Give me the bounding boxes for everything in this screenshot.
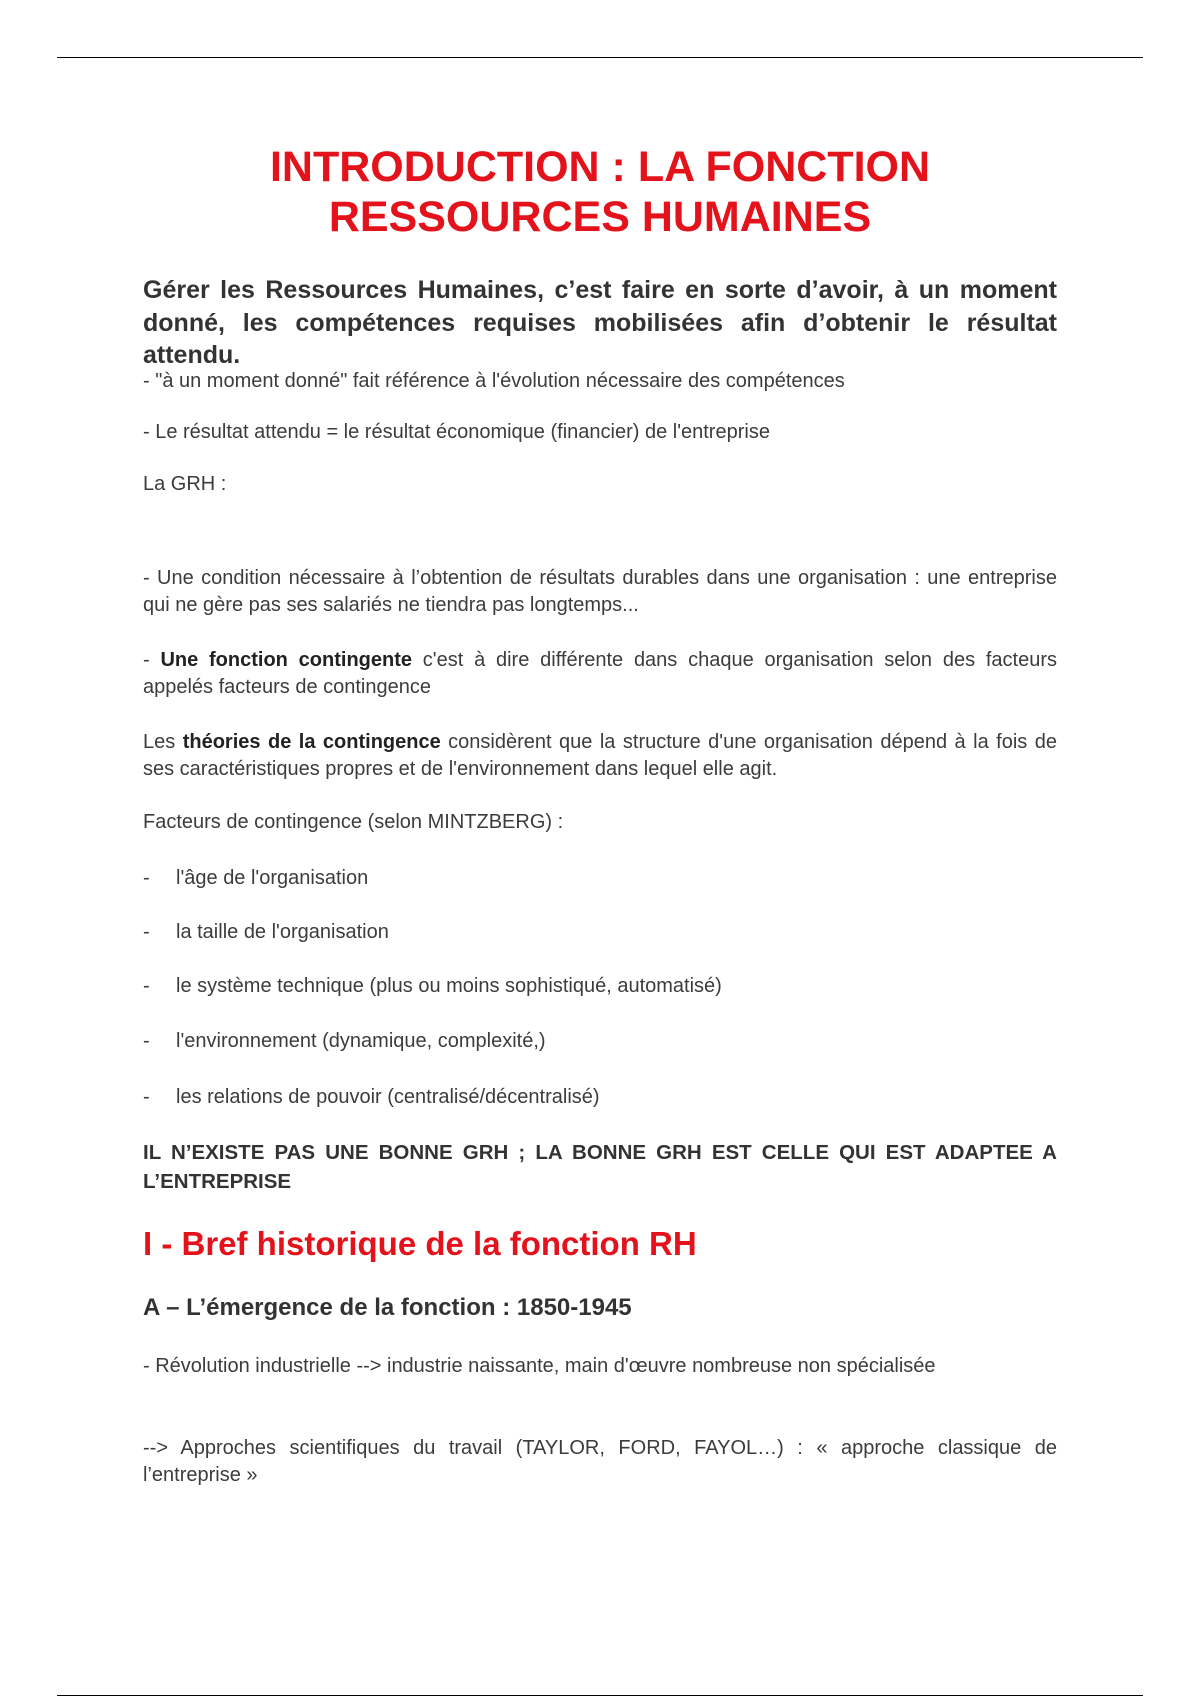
paragraph-contingente (143, 647, 1057, 701)
paragraph-grh-label: La GRH : (143, 473, 227, 495)
conclusion-statement: IL N’EXISTE PAS UNE BONNE GRH ; LA BONNE GRH EST CELLE QUI EST ADAPTEE A L’ENTREPRISE (143, 1141, 1057, 1193)
subsection-heading (143, 1292, 632, 1324)
list-bullet: - (143, 921, 150, 943)
contingente-prefix: - (143, 649, 161, 671)
page-title (143, 142, 1057, 242)
list-bullet: - (143, 867, 150, 889)
page-title-line-2: RESSOURCES HUMAINES (328, 193, 872, 241)
paragraph-theories (143, 729, 1057, 783)
paragraph-facteurs-label: Facteurs de contingence (selon MINTZBERG) : (143, 811, 564, 833)
bottom-rule (57, 1695, 1143, 1696)
list-item-text: le système technique (plus ou moins sophistiqué, automatisé) (176, 975, 722, 997)
subsection-heading-dates: : 1850-1945 (495, 1294, 632, 1321)
list-item-text: la taille de l'organisation (176, 921, 389, 943)
paragraph-condition: - Une condition nécessaire à l’obtention de résultats durables dans une organisation : une entreprise qui ne gère pas ses salariés ne tiendra pas longtemps... (143, 567, 1057, 616)
theories-rest: considèrent que la structure d'une organisation dépend à la fois de ses caractéristiques propres et de l'environnement dans lequel elle agit. (143, 731, 1057, 780)
list-bullet: - (143, 1030, 150, 1052)
contingente-rest: c'est à dire différente dans chaque organisation selon des facteurs appelés facteurs de contingence (143, 649, 1058, 698)
section-heading: I - Bref historique de la fonction RH (143, 1225, 697, 1262)
list-item-text: l'environnement (dynamique, complexité,) (176, 1030, 546, 1052)
list-item-text: l'âge de l'organisation (176, 867, 369, 889)
contingente-bold: Une fonction contingente (160, 649, 413, 671)
paragraph-resultat: - Le résultat attendu = le résultat économique (financier) de l'entreprise (143, 421, 770, 443)
paragraph-revolution: - Révolution industrielle --> industrie naissante, main d'œuvre nombreuse non spécialisée (143, 1355, 936, 1377)
top-rule (57, 57, 1143, 58)
paragraph-moment: - "à un moment donné" fait référence à l'évolution nécessaire des compétences (143, 370, 845, 392)
list-item-text: les relations de pouvoir (centralisé/décentralisé) (176, 1086, 600, 1108)
list-bullet: - (143, 975, 150, 997)
theories-prefix: Les (143, 731, 183, 753)
list-bullet: - (143, 1086, 150, 1108)
page-title-line-1: INTRODUCTION : LA FONCTION (269, 143, 931, 191)
definition-lead: Gérer les Ressources Humaines, c’est faire en sorte d’avoir, à un moment donné, les compétences requises mobilisées afin d’obtenir le résultat attendu. (143, 276, 1057, 369)
theories-bold: théories de la contingence (182, 731, 441, 753)
subsection-heading-bold: A – L’émergence de la fonction (143, 1294, 496, 1321)
paragraph-approches: --> Approches scientifiques du travail (TAYLOR, FORD, FAYOL…) : « approche classique de l’entreprise » (143, 1437, 1057, 1486)
